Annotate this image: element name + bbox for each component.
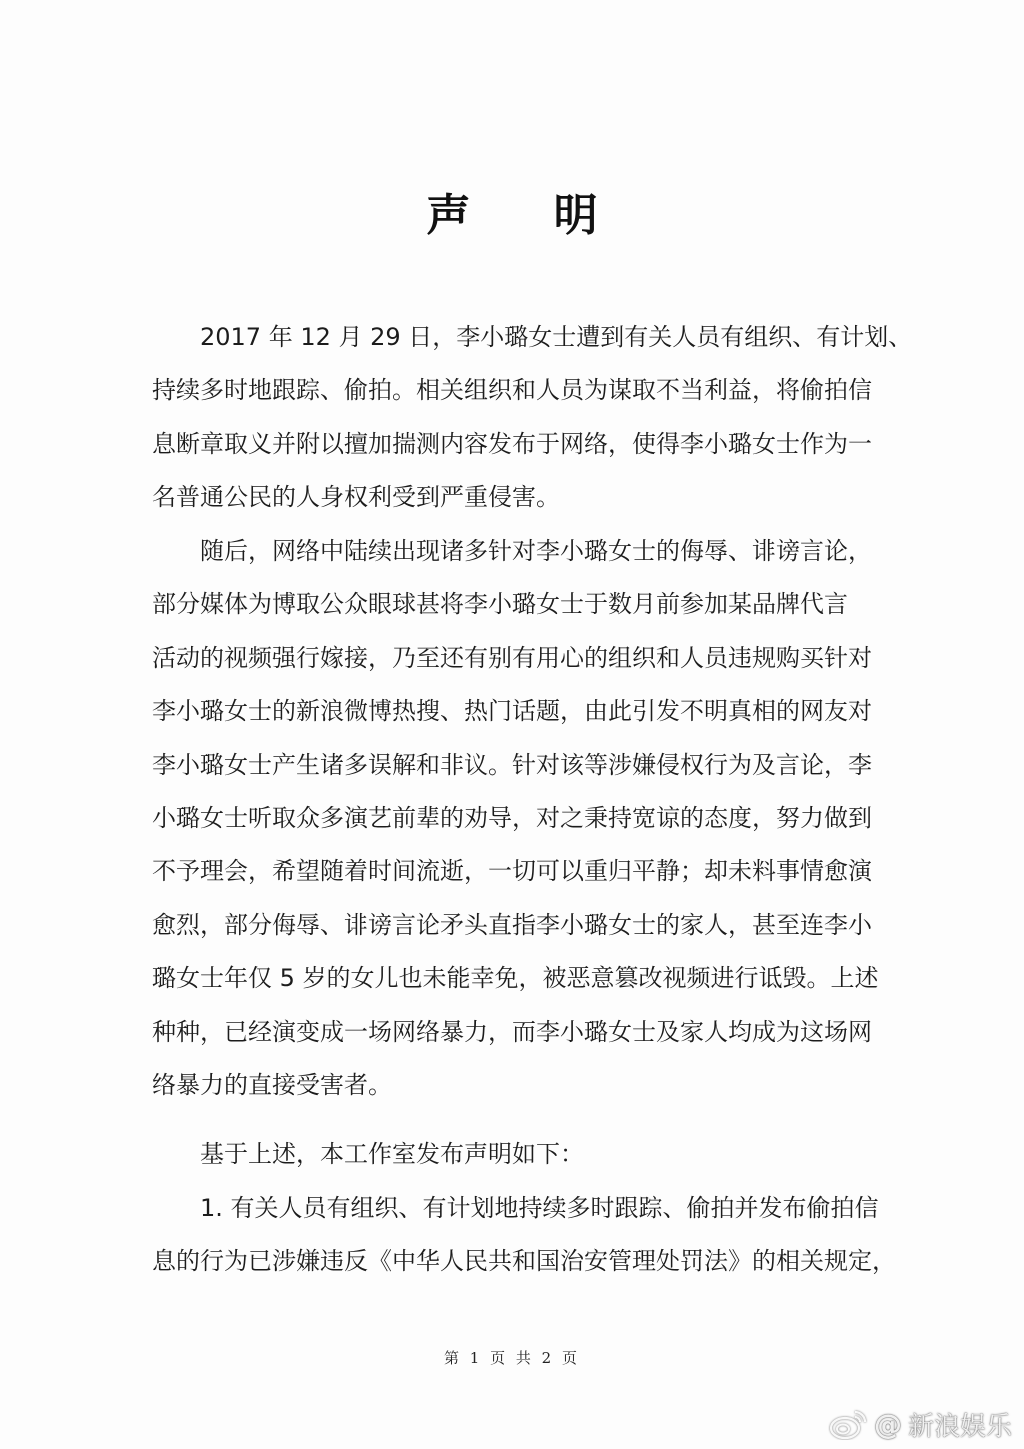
paragraph-line: 持续多时地跟踪、偷拍。相关组织和人员为谋取不当利益，将偷拍信 [152, 376, 872, 405]
paragraph-line: 活动的视频强行嫁接，乃至还有别有用心的组织和人员违规购买针对 [152, 643, 872, 672]
watermark-text: 新浪娱乐 [907, 1411, 1012, 1442]
paragraph-statement-intro [152, 1128, 874, 1181]
weibo-watermark [828, 1404, 1012, 1444]
paragraph-line: 1. 有关人员有组织、有计划地持续多时跟踪、偷拍并发布偷拍信 [200, 1194, 879, 1222]
weibo-logo-icon [828, 1408, 868, 1440]
watermark-at-sign: @ [873, 1407, 902, 1441]
paragraph-incident [152, 311, 913, 525]
paragraph-line: 小璐女士听取众多演艺前辈的劝导，对之秉持宽谅的态度，努力做到 [152, 803, 872, 832]
paragraph-line: 愈烈，部分侮辱、诽谤言论矛头直指李小璐女士的家人，甚至连李小 [152, 910, 872, 939]
page-number-footer: 第 1 页 共 2 页 [444, 1349, 580, 1367]
paragraph-line: 随后，网络中陆续出现诸多针对李小璐女士的侮辱、诽谤言论， [200, 537, 872, 565]
paragraph-line: 部分媒体为博取公众眼球甚将李小璐女士于数月前参加某品牌代言 [152, 590, 848, 619]
paragraph-item-1 [152, 1182, 896, 1289]
paragraph-online-abuse [152, 525, 879, 1112]
paragraph-line: 名普通公民的人身权利受到严重侵害。 [152, 483, 560, 512]
paragraph-line: 种种，已经演变成一场网络暴力，而李小璐女士及家人均成为这场网 [152, 1017, 872, 1046]
paragraph-line: 息的行为已涉嫌违反《中华人民共和国治安管理处罚法》的相关规定， [152, 1247, 896, 1276]
paragraph-line: 息断章取义并附以擅加揣测内容发布于网络，使得李小璐女士作为一 [152, 429, 872, 458]
paragraph-line: 李小璐女士产生诸多误解和非议。针对该等涉嫌侵权行为及言论，李 [152, 750, 872, 779]
paragraph-line: 不予理会，希望随着时间流逝，一切可以重归平静；却未料事情愈演 [152, 857, 872, 886]
paragraph-line: 李小璐女士的新浪微博热搜、热门话题，由此引发不明真相的网友对 [152, 697, 872, 726]
paragraph-line: 基于上述，本工作室发布声明如下： [200, 1140, 584, 1168]
paragraph-line: 络暴力的直接受害者。 [152, 1070, 392, 1099]
document-title: 声 明 [426, 190, 632, 241]
paragraph-line: 璐女士年仅 5 岁的女儿也未能幸免，被恶意篡改视频进行诋毁。上述 [152, 964, 879, 993]
paragraph-line: 2017 年 12 月 29 日，李小璐女士遭到有关人员有组织、有计划、 [200, 323, 913, 351]
